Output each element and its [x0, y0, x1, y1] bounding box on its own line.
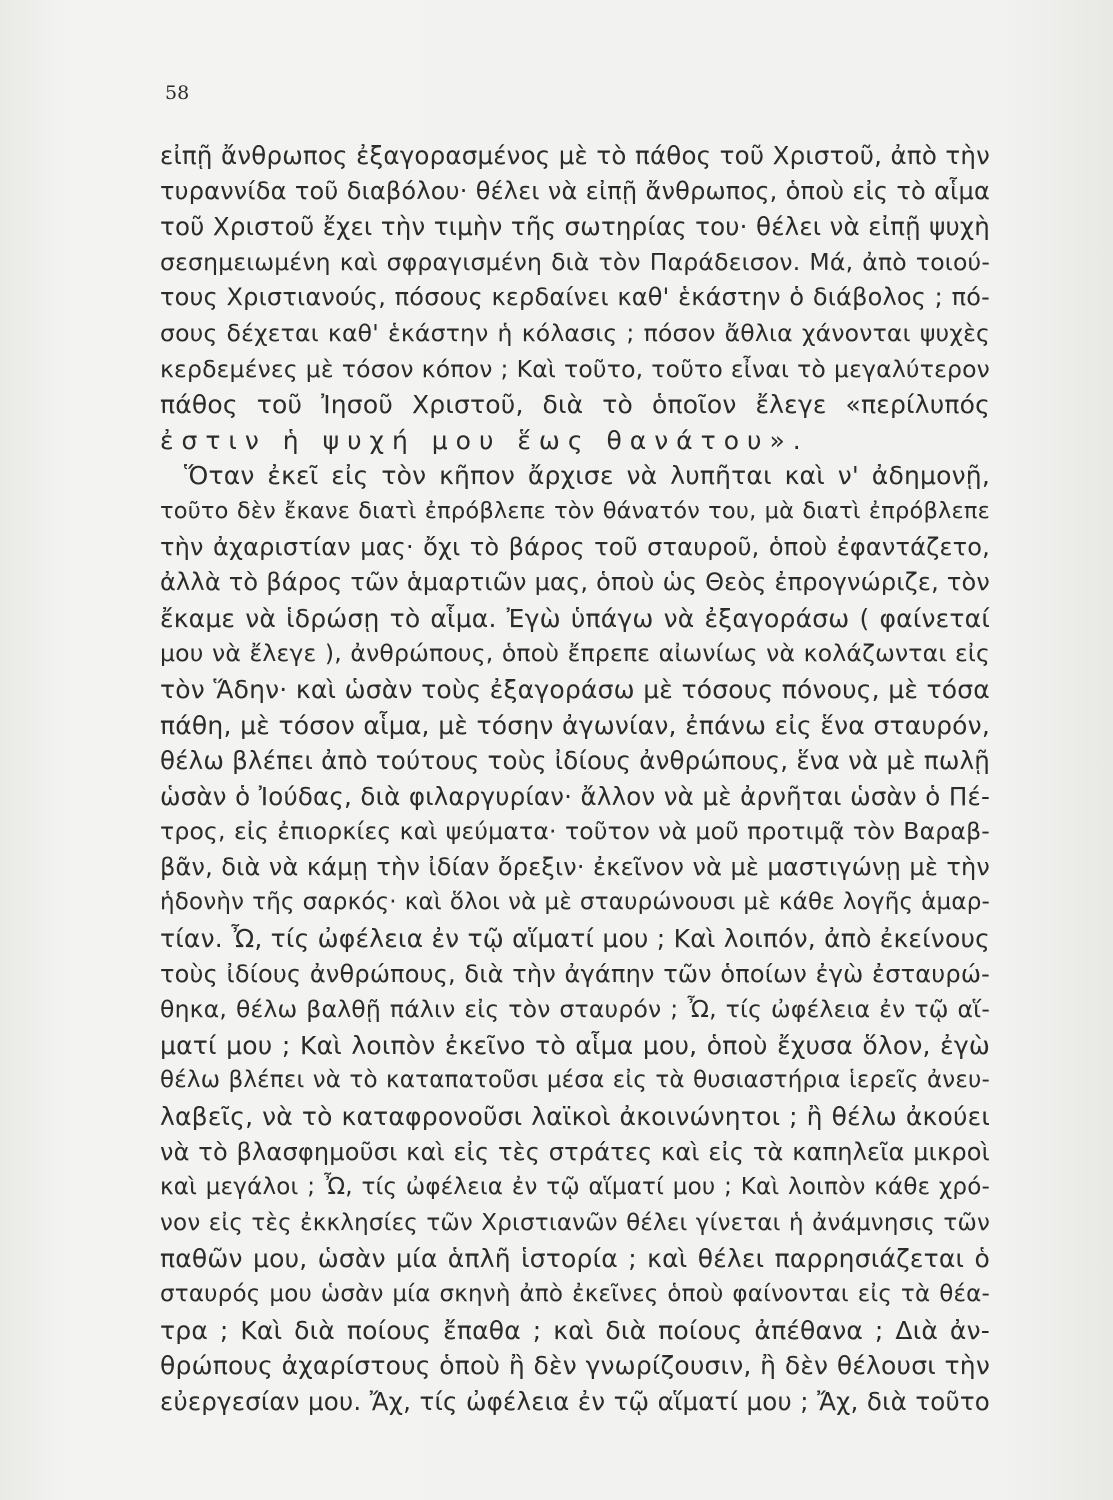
page-number: 58 — [165, 82, 190, 104]
text-line: θέλω βλέπει νὰ τὸ καταπατοῦσι μέσα εἰς τὰ θυσιαστήρια ἱερεῖς ἀνευ- — [160, 1067, 990, 1094]
text-line: εὐεργεσίαν μου. Ἄχ, τίς ὠφέλεια ἐν τῷ αἵματί μου ; Ἄχ, διὰ τοῦτο — [160, 1386, 990, 1416]
text-line: θηκα, θέλω βαλθῇ πάλιν εἰς τὸν σταυρόν ; Ὦ, τίς ὠφέλεια ἐν τῷ αἵ- — [160, 995, 990, 1024]
text-line: τους Χριστιανούς, πόσους κερδαίνει καθ' ἑκάστην ὁ διάβολος ; πό- — [160, 283, 990, 312]
text-line: τρα ; Καὶ διὰ ποίους ἔπαθα ; καὶ διὰ ποίους ἀπέθανα ; Διὰ ἀν- — [160, 1315, 990, 1345]
text-line: τὸν Ἅδην· καὶ ὡσὰν τοὺς ἐξαγοράσω μὲ τόσους πόνους, μὲ τόσα — [160, 674, 990, 704]
text-line: νὰ τὸ βλασφημοῦσι καὶ εἰς τὲς στράτες καὶ εἰς τὰ καπηλεῖα μικροὶ — [160, 1137, 990, 1166]
text-line: τοῦ Χριστοῦ ἔχει τὴν τιμὴν τῆς σωτηρίας του· θέλει νὰ εἰπῇ ψυχὴ — [160, 212, 990, 242]
text-line: μου νὰ ἔλεγε ), ἀνθρώπους, ὁποὺ ἔπρεπε αἰωνίως νὰ κολάζωνται εἰς — [160, 639, 990, 668]
text-line: ἡδονὴν τῆς σαρκός· καὶ ὅλοι νὰ μὲ σταυρώνουσι μὲ κάθε λογῆς ἁμαρ- — [160, 889, 990, 916]
text-line: παθῶν μου, ὡσὰν μία ἁπλῆ ἱστορία ; καὶ θέλει παρρησιάζεται ὁ — [160, 1244, 990, 1274]
text-line: κερδεμένες μὲ τόσον κόπον ; Καὶ τοῦτο, τοῦτο εἶναι τὸ μεγαλύτερον — [160, 354, 990, 383]
text-line: πάθη, μὲ τόσον αἷμα, μὲ τόσην ἀγωνίαν, ἐπάνω εἰς ἕνα σταυρόν, — [160, 710, 990, 740]
text-line: βᾶν, διὰ νὰ κάμῃ τὴν ἰδίαν ὄρεξιν· ἐκεῖνον νὰ μὲ μαστιγώνῃ μὲ τὴν — [160, 852, 990, 881]
text-line: εἰπῇ ἄνθρωπος ἐξαγορασμένος μὲ τὸ πάθος τοῦ Χριστοῦ, ἀπὸ τὴν — [160, 141, 990, 170]
text-line: τοὺς ἰδίους ἀνθρώπους, διὰ τὴν ἀγάπην τῶν ὁποίων ἐγὼ ἐσταυρώ- — [160, 959, 990, 988]
text-line: τρος, εἰς ἐπιορκίες καὶ ψεύματα· τοῦτον νὰ μοῦ προτιμᾷ τὸν Βαραβ- — [160, 817, 990, 846]
text-line: λαβεῖς, νὰ τὸ καταφρονοῦσι λαϊκοὶ ἀκοινώνητοι ; ἢ θέλω ἀκούει — [160, 1102, 990, 1132]
text-line: νον εἰς τὲς ἐκκλησίες τῶν Χριστιανῶν θέλει γίνεται ἡ ἀνάμνησις τῶν — [160, 1209, 990, 1236]
text-line: καὶ μεγάλοι ; Ὦ, τίς ὠφέλεια ἐν τῷ αἵματί μου ; Καὶ λοιπὸν κάθε χρό- — [160, 1174, 990, 1201]
paragraph-start-line: Ὅταν ἐκεῖ εἰς τὸν κῆπον ἄρχισε νὰ λυπῆται καὶ ν' ἀδημονῇ, — [184, 461, 990, 491]
body-text — [160, 138, 990, 1419]
text-line: πάθος τοῦ Ἰησοῦ Χριστοῦ, διὰ τὸ ὁποῖον ἔλεγε «περίλυπός — [160, 390, 990, 420]
text-line: ἔκαμε νὰ ἱδρώσῃ τὸ αἷμα. Ἐγὼ ὑπάγω νὰ ἐξαγοράσω ( φαίνεταί — [160, 603, 990, 633]
text-line: θρώπους ἀχαρίστους ὁποὺ ἢ δὲν γνωρίζουσιν, ἢ δὲν θέλουσι τὴν — [160, 1351, 990, 1381]
text-line: σους δέχεται καθ' ἑκάστην ἡ κόλασις ; πόσον ἄθλια χάνονται ψυχὲς — [160, 318, 990, 347]
text-line: ἐστιν ἡ ψυχή μου ἕως θανάτου». — [160, 425, 809, 455]
text-line: τυραννίδα τοῦ διαβόλου· θέλει νὰ εἰπῇ ἄνθρωπος, ὁποὺ εἰς τὸ αἷμα — [160, 176, 990, 205]
text-line: ὡσὰν ὁ Ἰούδας, διὰ φιλαργυρίαν· ἄλλον νὰ μὲ ἀρνῆται ὡσὰν ὁ Πέ- — [160, 781, 990, 811]
text-line: θέλω βλέπει ἀπὸ τούτους τοὺς ἰδίους ἀνθρώπους, ἕνα νὰ μὲ πωλῇ — [160, 746, 990, 776]
text-line: σεσημειωμένη καὶ σφραγισμένη διὰ τὸν Παράδεισον. Μά, ἀπὸ τοιού- — [160, 247, 990, 276]
text-line: σταυρός μου ὡσὰν μία σκηνὴ ἀπὸ ἐκεῖνες ὁποὺ φαίνονται εἰς τὰ θέα- — [160, 1281, 990, 1307]
text-line: τίαν. Ὦ, τίς ὠφέλεια ἐν τῷ αἵματί μου ; Καὶ λοιπόν, ἀπὸ ἐκείνους — [160, 924, 990, 954]
text-line: τοῦτο δὲν ἔκανε διατὶ ἐπρόβλεπε τὸν θάνατόν του, μὰ διατὶ ἐπρόβλεπε — [160, 497, 990, 524]
text-line: ἀλλὰ τὸ βάρος τῶν ἁμαρτιῶν μας, ὁποὺ ὡς Θεὸς ἐπρογνώριζε, τὸν — [160, 568, 990, 597]
text-line: τὴν ἀχαριστίαν μας· ὄχι τὸ βάρος τοῦ σταυροῦ, ὁποὺ ἐφαντάζετο, — [160, 532, 990, 561]
text-line: ματί μου ; Καὶ λοιπὸν ἐκεῖνο τὸ αἷμα μου, ὁποὺ ἔχυσα ὅλον, ἐγὼ — [160, 1030, 990, 1060]
